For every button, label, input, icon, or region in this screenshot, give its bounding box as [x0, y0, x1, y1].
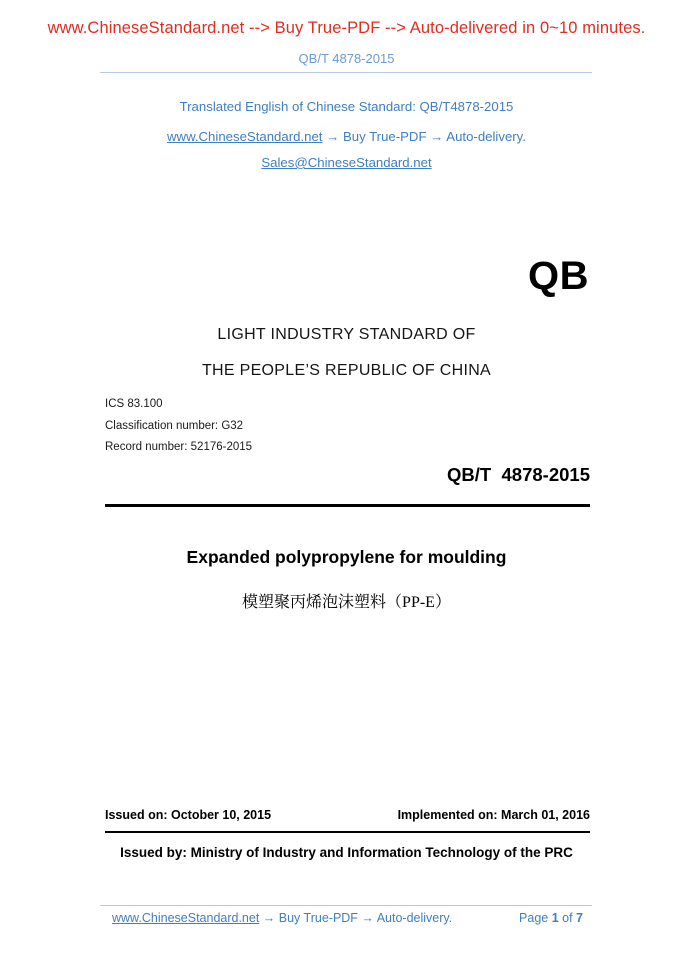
page-total: 7: [576, 911, 583, 925]
page-indicator: [519, 911, 583, 925]
standard-heading-line1: LIGHT INDUSTRY STANDARD OF: [217, 326, 476, 343]
record-number: Record number: 52176-2015: [105, 441, 253, 453]
dates-row: [105, 808, 590, 822]
page-of-label: of: [558, 911, 577, 925]
cover-doc-number: QB/T 4878-2015: [447, 464, 590, 485]
standard-heading-line2: THE PEOPLE’S REPUBLIC OF CHINA: [201, 362, 492, 379]
footer: [105, 911, 583, 925]
qb-standard-logo: QB: [528, 254, 589, 298]
sales-email-line: [0, 155, 693, 170]
implemented-on-date: Implemented on: March 01, 2016: [397, 808, 590, 822]
cover-divider-thick: [105, 504, 590, 507]
footer-chinesestandard-link[interactable]: www.ChineseStandard.net: [112, 911, 260, 925]
sales-email-link[interactable]: Sales@ChineseStandard.net: [261, 155, 432, 170]
footer-link-line: [105, 911, 452, 925]
chinesestandard-link[interactable]: www.ChineseStandard.net: [167, 129, 323, 144]
standard-title-english: Expanded polypropylene for moulding: [186, 547, 507, 567]
dates-divider: [105, 831, 590, 833]
translated-standard-line: Translated English of Chinese Standard: QB/T4878-2015: [179, 99, 514, 114]
footer-divider: [100, 905, 592, 906]
header-link-line: [0, 129, 693, 144]
top-promo-banner: www.ChineseStandard.net --> Buy True-PDF --> Auto-delivered in 0~10 minutes.: [47, 19, 646, 37]
classification-number: Classification number: G32: [105, 419, 244, 432]
issued-by-line: Issued by: Ministry of Industry and Information Technology of the PRC: [120, 845, 573, 860]
page-label: Page: [519, 911, 552, 925]
header-doc-number: QB/T 4878-2015: [298, 51, 395, 66]
header-divider: [100, 72, 592, 73]
footer-link-suffix: → Buy True-PDF → Auto-delivery.: [259, 911, 453, 925]
page-current: 1: [551, 911, 559, 925]
header-link-suffix: → Buy True-PDF → Auto-delivery.: [322, 129, 526, 144]
standard-title-chinese: 模塑聚丙烯泡沫塑料（PP-E）: [242, 594, 451, 611]
ics-code: ICS 83.100: [105, 398, 163, 410]
issued-on-date: Issued on: October 10, 2015: [105, 808, 272, 822]
